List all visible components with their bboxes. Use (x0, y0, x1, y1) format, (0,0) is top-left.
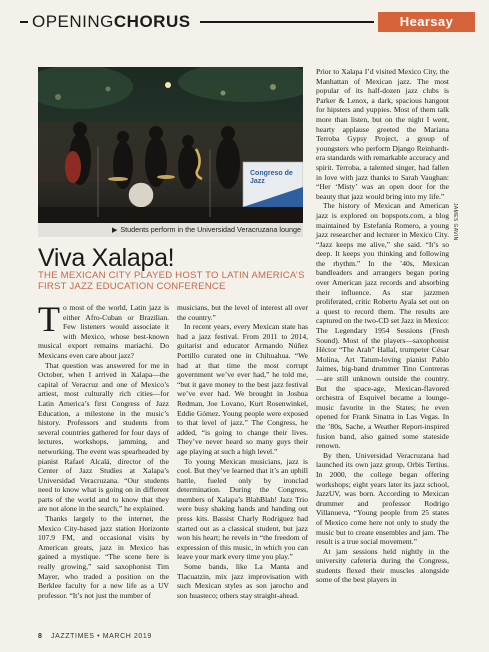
page-number: 8 (38, 633, 43, 640)
paragraph: Thanks largely to the internet, the Mexico City-based jazz station Horizonte 107.9 FM, and occasional visits by American greats, jazz in Mexico has gained a mystique. “The scene here is really growing,” said saxophonist Tim Mayer, who traded a position on the Berklee faculty for a new life as a UV professor. “It’s not just the number of (38, 514, 169, 600)
photo-banner-text: Congreso de Jazz (250, 170, 293, 185)
photo-caption: ▶ Students perform in the Universidad Veracruzana lounge (112, 225, 301, 234)
paragraph: In recent years, every Mexican state has had a jazz festival. From 2011 to 2014, guitarist and educator Armando Núñez Portillo curated one in Chihuahua. “We had at that time the most corrupt government we’ve ever had,” he told me, “but it gave money to the best jazz festival we’ve ever had. We brought in Joshua Redman, Joe Lovano, Kurt Rosenwinkel, Eddie Gómez. Young people were exposed to that level of jazz.” The Congress, he added, “is going to change their lives. They’ve never heard so many guys their age playing at such a high level.” (177, 322, 308, 456)
drop-cap: T (38, 299, 60, 339)
photo-credit: JAMES GAVIN (452, 203, 458, 241)
page-footer (38, 633, 152, 640)
article-column-1 (38, 299, 169, 600)
paragraph: musicians, but the level of interest all over the country.” (177, 303, 308, 322)
paragraph: Prior to Xalapa I’d visited Mexico City, the Manhattan of Mexican jazz. The most popular of its half-dozen jazz clubs is Parker & Lenox, a dark, spacious hangout for hipsters and yuppies. Most of them talk more than listen, but on the night I went, hearty applause greeted the Mariana Terroba Gypsy Project, a group of youngsters who perform Django Reinhardt-era standards with remarkable accuracy and spirit. Terroba, a talented singer, had fallen in love with jazz thanks to Sarah Vaughan: “Her ‘Misty’ was an open door for the beauty that jazz would bring into my life.” (316, 67, 449, 201)
issue-date: MARCH 2019 (102, 633, 152, 640)
article-headline: Viva Xalapa! (38, 244, 175, 272)
article-column-2 (177, 303, 308, 600)
article-photo (38, 67, 303, 237)
article-dek: THE MEXICAN CITY PLAYED HOST TO LATIN AMERICA’S FIRST JAZZ EDUCATION CONFERENCE (38, 270, 305, 293)
paragraph: At jam sessions held nightly in the university cafeteria during the Congress, students flexed their muscles alongside some of the best players in (316, 546, 449, 585)
header-rule-right (200, 21, 374, 23)
section-header (20, 12, 475, 32)
section-title: OPENINGCHORUS (32, 12, 191, 31)
caption-arrow-icon: ▶ (112, 227, 118, 234)
footer-separator: • (97, 633, 101, 640)
paragraph: The history of Mexican and American jazz is explored on bopspots.com, a blog maintained by Estefanía Romero, a young jazz researcher and lecturer in Mexico City. “Jazz keeps me alive,” she said. “It’s so deep. It keeps you thinking and following the rhythm.” In the ’40s, Mexican bandleaders and arrangers began poring over American jazz records and absorbing their influence. As star jazzmen proliferated, critic Roberto Ayala set out on a quest to record them. The results are captured on the two-CD set Jazz in Mexico: The Legendary 1954 Sessions (Fresh Sound). Most of the players—saxophonist Héctor “The Arab” Hallal, trumpeter César Molina, Art Tatum-loving pianist Pablo Jaimes, big-band drummer Tino Contreras—are still unknown outside the country. But the space-age, Mexican-flavored orchestra of Esquivel became a lounge-music favorite in the States; he even opened for Frank Sinatra in Las Vegas. In the ’80s, Sache, a Weather Report-inspired fusion band, also gained some stateside renown. (316, 201, 449, 451)
paragraph: To young Mexican musicians, jazz is cool. But they’ve learned that it’s an uphill battle, fueled only by ironclad determination. During the Congress, members of Xalapa’s BlahBlah! Jazz Trio were busy shaking hands and handing out press kits. Bassist Charly Rodríguez had started out as a classical student, but jazz won his heart; he revels in “the freedom of expression of this music, in which you can leave your mark every time you play.” (177, 456, 308, 562)
paragraph: Some bands, like La Manta and Tlacuatzin, mix jazz improvisation with such Mexican styles as son jarocho and son huasteco; others stay straight-ahead. (177, 562, 308, 600)
paragraph: By then, Universidad Veracruzana had launched its own jazz group, Orbis Tertius. In 2000, the college began offering workshops; eight years later its jazz school, JazzUV, was born. According to Mexican drummer and professor Rodrigo Villanueva, “Young people from 25 states of Mexico come here not only to study the music but to create ensembles and jam. The result is a true social movement.” (316, 450, 449, 547)
paragraph: That question was answered for me in October, when I arrived in Xalapa—the capital of Veracruz and one of Mexico’s artiest, most culturally rich cities—for Latin America’s first Congress of Jazz Education, a milestone in the music’s history. Professors and students from several countries gathered for four days of lectures, workshops, jamming, and networking. The event was spearheaded by pianist Rafael Alcalá, director of the Center of Jazz Studies at Xalapa’s Universidad Veracruzana. “Our students need to know what is going on in different parts of the world and to know that they are not alone in the search,” he explained. (38, 360, 169, 514)
section-tag: Hearsay (378, 12, 475, 32)
publication-name: JAZZTIMES (51, 633, 95, 640)
article-column-3 (316, 67, 449, 585)
paragraph: To most of the world, Latin jazz is either Afro-Cuban or Brazilian. Few listeners would associate it with Mexico, whose best-known musical export remains mariachi. Do Mexicans even care about jazz? (38, 299, 169, 360)
performance-photo-illustration (38, 67, 303, 237)
header-rule-left (20, 21, 28, 23)
